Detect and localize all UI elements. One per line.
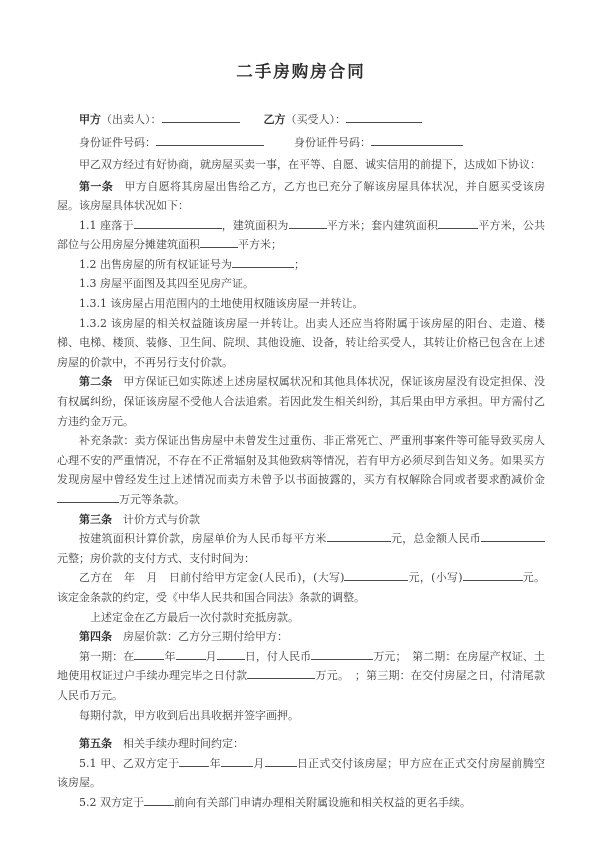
text: ； (294, 257, 305, 271)
blank-underline (162, 112, 240, 123)
text: 甲乙双方经过有好协商，就房屋买卖一事，在平等、自愿、诚实信用的前提下，达成如下协议： (79, 158, 541, 171)
text: 乙方在 年 月 日前付给甲方定金(人民币)，(大写) (79, 571, 345, 585)
text: 前向有关部门申请办理相关附属设施和相关权益的更名手续。 (174, 795, 471, 809)
bold-text: 第三条 (79, 512, 112, 526)
text: 1.3.1 该房屋占用范围内的土地使用权随该房屋一并转让。 (79, 297, 364, 311)
deposit-para (57, 568, 545, 607)
blank-underline (134, 649, 164, 660)
preamble (57, 154, 545, 177)
text: 元，(小写) (408, 571, 463, 585)
blank-underline (156, 135, 264, 146)
blank-underline (134, 218, 222, 229)
text: 平方米，公共部位与公用房屋分摊建筑面积 (57, 218, 545, 252)
text: （买受人）： (285, 113, 346, 126)
clause-1-2 (57, 255, 545, 275)
text: 1.3.2 该房屋的相关权益随该房屋一并转让。出卖人还应当将附属于该房屋的阳台、走道、楼梯、电梯、楼顶、装修、卫生间、院坝、其他设施、设备，转让给买受人，其转让价格已包含在上述房屋的价款中，不再另行支付价款。 (57, 316, 545, 369)
text: 年 (164, 649, 176, 663)
text: 日，付人民币 (244, 649, 312, 663)
column-gap (264, 145, 294, 146)
text: 元整；房价款的支付方式、支付时间为： (57, 551, 255, 565)
bold-text: 第四条 (79, 630, 112, 644)
text: 万元； 第二期：在房屋产权证、土地使用权证过户手续办理完毕之日付款 (57, 649, 545, 683)
text: 甲方保证已如实陈述上述房屋权属状况和其他具体状况，保证该房屋没有设定担保、没有权属纠纷，保证该房屋不受他人合法追索。若因此发生相关纠纷，其后果由甲方承担。甲方需付乙方违约金万元。 (57, 375, 546, 428)
blank-underline (200, 237, 238, 248)
article-3 (57, 510, 545, 530)
bold-text: 第一条 (79, 179, 114, 193)
blank-underline (344, 570, 408, 581)
text: 1.3 房屋平面图及其四至见房产证。 (79, 277, 254, 291)
blank-underline (144, 795, 174, 806)
text: 平方米；套内建筑面积 (326, 218, 439, 232)
document-body (57, 109, 545, 813)
column-gap (240, 122, 264, 123)
text: 5.2 双方定于 (79, 795, 144, 809)
blank-underline (371, 135, 463, 146)
blank-underline (346, 112, 422, 123)
clause-1-1 (57, 216, 545, 255)
bold-text: 第二条 (79, 375, 113, 389)
text: 5.1 甲、乙双方定于 (79, 756, 180, 770)
id-number-row (57, 132, 545, 155)
bold-text: 第五条 (79, 737, 112, 751)
deposit-note (57, 608, 545, 628)
text: 计价方式与价款 (112, 512, 200, 526)
blank-underline (463, 570, 523, 581)
blank-underline (438, 218, 478, 229)
text: 月 (205, 649, 217, 663)
clause-1-3-2 (57, 314, 545, 373)
text: 房屋价款：乙方分三期付给甲方： (112, 630, 288, 644)
article-5 (57, 734, 545, 754)
supplementary-clause (57, 431, 545, 509)
clause-5-1 (57, 754, 545, 793)
text: 第一期：在 (79, 649, 135, 663)
text: 日正式交付该房屋；甲方应在正式交付房屋前腾空该房屋。 (57, 756, 546, 790)
article-2 (57, 372, 545, 431)
blank-underline (57, 492, 119, 503)
text: 1.1 座落于 (79, 218, 134, 232)
party-row (57, 109, 545, 132)
article-1 (57, 177, 545, 216)
blank-underline (179, 756, 209, 767)
blank-underline (265, 756, 297, 767)
receipt-para (57, 706, 545, 726)
blank-underline (247, 668, 315, 679)
text: 1.2 出售房屋的所有权证证号为 (79, 257, 232, 271)
blank-underline (481, 531, 545, 542)
text: 补充条款：卖方保证出售房屋中未曾发生过重伤、非正常死亡、严重刑事案件等可能导致买房人心理不安的严重情况，不存在不正常辐射及其他致病等情况，若有甲方必须尽到告知义务。如果买方发现房屋中曾经发生过上述情况而卖方未曾予以书面披露的，买方有权解除合同或者要求酌减价金 (57, 434, 545, 487)
blank-underline (289, 218, 327, 229)
blank-underline (176, 649, 206, 660)
bold-text: 甲方 (79, 113, 101, 126)
text: （出卖人）： (101, 113, 162, 126)
text: 每期付款，甲方收到后出具收据并签字画押。 (79, 708, 299, 722)
text: 月 (252, 756, 265, 770)
pricing-para (57, 529, 545, 568)
text: 按建筑面积计算价款，房屋单价为人民币每平方米 (79, 532, 327, 546)
text: 身份证件号码： (79, 135, 156, 149)
text: 平方米； (238, 238, 282, 252)
text: 元，总金额人民币 (390, 532, 482, 546)
blank-underline (327, 531, 391, 542)
text: 相关手续办理时间约定： (112, 737, 244, 751)
bold-text: 乙方 (263, 113, 286, 126)
text: 身份证件号码： (294, 135, 371, 149)
text: 甲方自愿将其房屋出售给乙方，乙方也已充分了解该房屋具体状况，并自愿买受该房屋。该房屋具体状况如下： (57, 179, 545, 213)
text: 上述定金在乙方最后一次付款时充抵房款。 (90, 610, 299, 624)
blank-underline (221, 756, 253, 767)
text: ，建筑面积为 (221, 218, 289, 232)
blank-underline (311, 649, 373, 660)
document-title: 二手房购房合同 (236, 62, 366, 81)
installments-para (57, 647, 545, 706)
text: 元。该定金条款的约定，受《中华人民共和国合同法》条款的调整。 (57, 571, 545, 604)
text: 万元。 ；第三期：在交付房屋之日，付清尾款人民币万元。 (57, 669, 546, 702)
clause-1-3 (57, 274, 545, 294)
text: 万元等条款。 (119, 493, 185, 506)
article-4 (57, 627, 545, 647)
clause-1-3-1 (57, 294, 545, 314)
clause-5-2 (57, 793, 545, 813)
blank-underline (217, 649, 245, 660)
blank-underline (232, 257, 294, 268)
text: 年 (209, 756, 221, 770)
